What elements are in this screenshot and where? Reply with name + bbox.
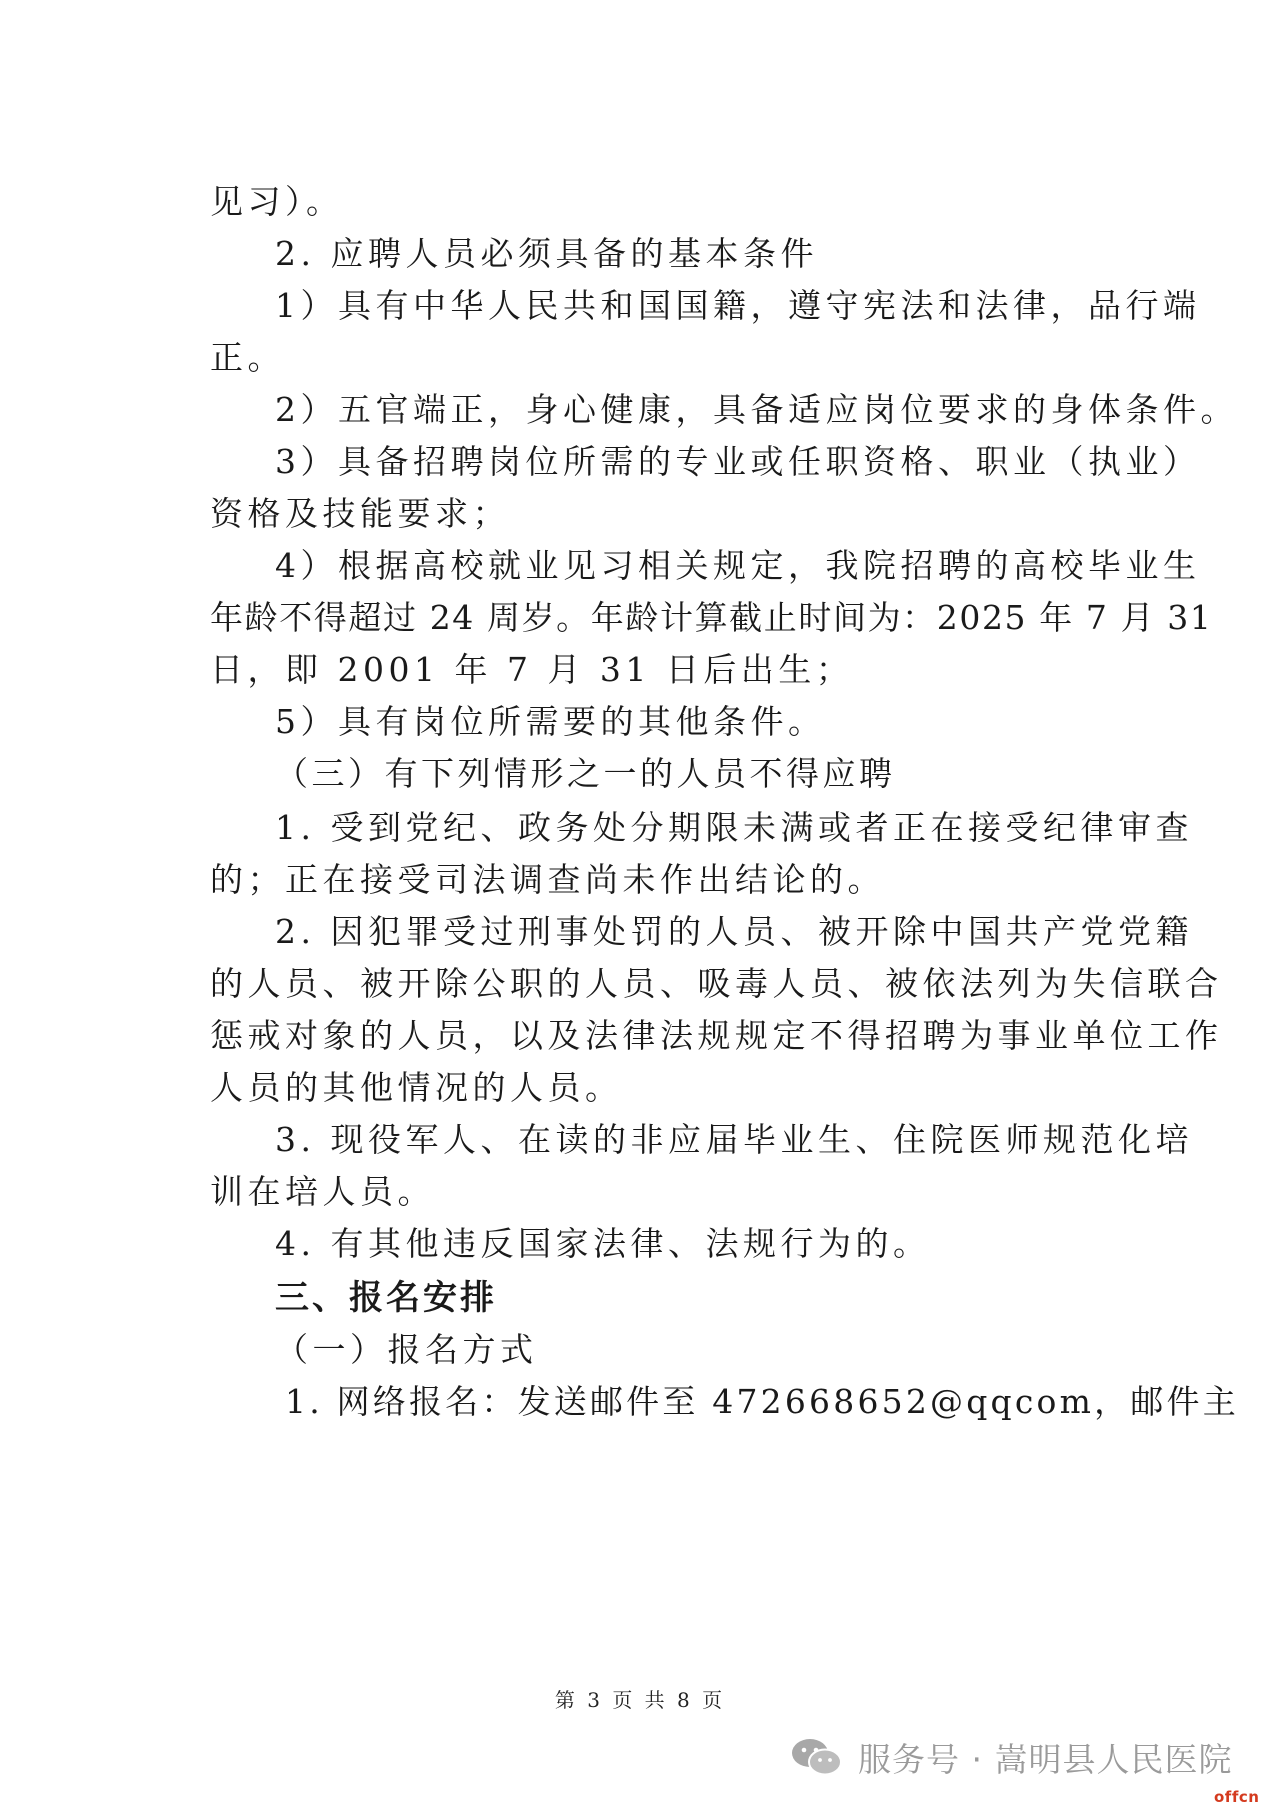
text-line-11: 5）具有岗位所需要的其他条件。 (275, 702, 826, 741)
text-line-10: 日，即 2001 年 7 月 31 日后出生； (210, 650, 854, 689)
text-line-21: 4. 有其他违反国家法律、法规行为的。 (275, 1224, 931, 1263)
text-line-9: 年龄不得超过 24 周岁。年龄计算截止时间为：2025 年 7 月 31 (210, 598, 1213, 637)
text-line-17: 惩戒对象的人员，以及法律法规规定不得招聘为事业单位工作 (210, 1016, 1223, 1055)
text-line-19: 3. 现役军人、在读的非应届毕业生、住院医师规范化培 (275, 1120, 1193, 1159)
section-heading-registration: 三、报名安排 (275, 1278, 497, 1318)
text-line-4: 正。 (210, 338, 285, 377)
watermark (790, 1732, 1232, 1782)
text-line-5: 2）五官端正，身心健康，具备适应岗位要求的身体条件。 (275, 390, 1238, 429)
text-line-15: 2. 因犯罪受过刑事处罚的人员、被开除中国共产党党籍 (275, 912, 1193, 951)
text-line-3: 1）具有中华人民共和国国籍，遵守宪法和法律，品行端 (275, 286, 1201, 325)
text-line-1: 见习）。 (210, 182, 344, 221)
section-heading-3: （三）有下列情形之一的人员不得应聘 (275, 754, 896, 793)
text-line-16: 的人员、被开除公职的人员、吸毒人员、被依法列为失信联合 (210, 964, 1223, 1003)
subsection-heading-method: （一）报名方式 (275, 1330, 538, 1369)
text-line-20: 训在培人员。 (210, 1172, 435, 1211)
watermark-text: 服务号 · 嵩明县人民医院 (858, 1739, 1233, 1779)
wechat-icon (790, 1737, 844, 1777)
text-line-8: 4）根据高校就业见习相关规定，我院招聘的高校毕业生 (275, 546, 1201, 585)
page-footer: 第 3 页 共 8 页 (554, 1688, 726, 1712)
text-line-13: 1. 受到党纪、政务处分期限未满或者正在接受纪律审查 (275, 808, 1193, 847)
offcn-logo: offcn (1214, 1788, 1260, 1806)
text-line-2: 2. 应聘人员必须具备的基本条件 (275, 234, 818, 273)
text-line-14: 的；正在接受司法调查尚未作出结论的。 (210, 860, 885, 899)
text-line-24: 1. 网络报名：发送邮件至 472668652@qqcom，邮件主 (285, 1382, 1239, 1421)
text-line-6: 3）具备招聘岗位所需的专业或任职资格、职业（执业） (275, 442, 1201, 481)
text-line-7: 资格及技能要求； (210, 494, 510, 533)
text-line-18: 人员的其他情况的人员。 (210, 1068, 623, 1107)
